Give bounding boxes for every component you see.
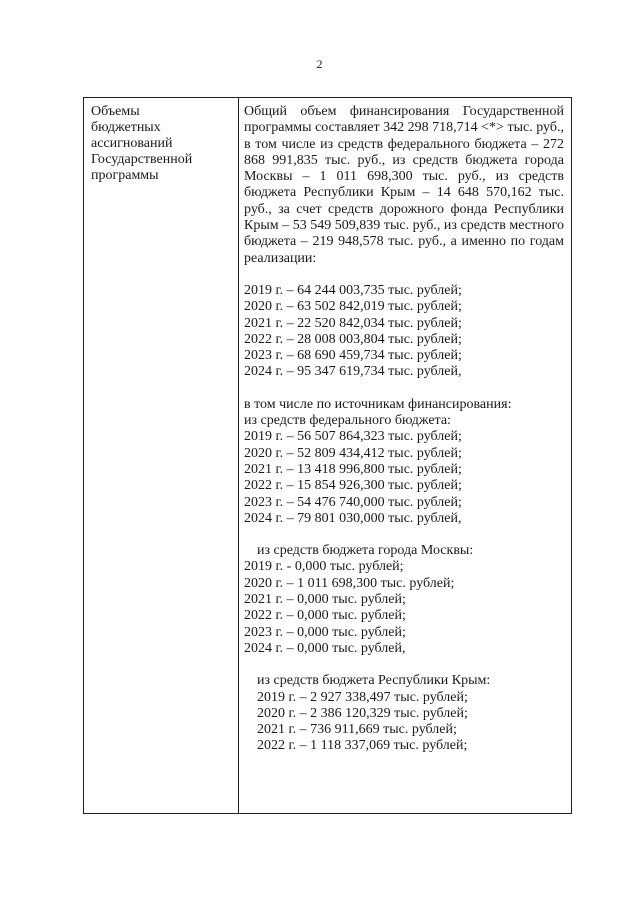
moscow-year-line: 2019 г. - 0,000 тыс. рублей; xyxy=(244,559,404,575)
row-label-line: ассигнований xyxy=(91,136,173,151)
column-divider xyxy=(238,98,239,813)
funding-summary: Общий объем финансирования Государственной программы составляет 342 298 718,714 <*> тыс. руб., в том числе из средств федерального бюджета – 272 868 991,835 тыс. руб., из средств бюджета города Москвы – 1 011 698,300 тыс. руб., из средств бюджета Республики Крым – 14 648 570,162 тыс. руб., за счет средств дорожного фонда Республики Крым – 53 549 509,839 тыс. руб., из средств местного бюджета – 219 948,578 тыс. руб., а именно по годам реализации: xyxy=(244,104,564,266)
moscow-year-line: 2021 г. – 0,000 тыс. рублей; xyxy=(244,592,406,608)
funding-details-cell xyxy=(244,104,564,755)
crimea-year-line: 2022 г. – 1 118 337,069 тыс. рублей; xyxy=(257,738,468,754)
row-label-line: Государственной xyxy=(91,152,193,167)
federal-year-line: 2022 г. – 15 854 926,300 тыс. рублей; xyxy=(244,478,462,494)
moscow-heading: из средств бюджета города Москвы: xyxy=(257,543,474,559)
sources-intro: в том числе по источникам финансирования: xyxy=(244,396,512,412)
row-label-line: бюджетных xyxy=(91,120,161,135)
federal-heading: из средств федерального бюджета: xyxy=(244,413,451,429)
moscow-year-line: 2020 г. – 1 011 698,300 тыс. рублей; xyxy=(244,575,455,591)
total-year-line: 2024 г. – 95 347 619,734 тыс. рублей, xyxy=(244,364,462,380)
row-label-line: программы xyxy=(91,168,159,183)
crimea-year-line: 2020 г. – 2 386 120,329 тыс. рублей; xyxy=(257,705,468,721)
total-year-line: 2023 г. – 68 690 459,734 тыс. рублей; xyxy=(244,348,462,364)
moscow-budget-section xyxy=(244,543,564,657)
crimea-budget-section xyxy=(244,673,564,754)
row-label-cell xyxy=(91,104,239,184)
federal-year-line: 2020 г. – 52 809 434,412 тыс. рублей; xyxy=(244,445,462,461)
crimea-year-line: 2021 г. – 736 911,669 тыс. рублей; xyxy=(257,722,457,738)
total-by-year-list xyxy=(244,283,564,381)
total-year-line: 2020 г. – 63 502 842,019 тыс. рублей; xyxy=(244,299,462,315)
row-label-line: Объемы xyxy=(91,104,140,119)
total-year-line: 2022 г. – 28 008 003,804 тыс. рублей; xyxy=(244,331,462,347)
total-year-line: 2021 г. – 22 520 842,034 тыс. рублей; xyxy=(244,315,462,331)
moscow-year-line: 2022 г. – 0,000 тыс. рублей; xyxy=(244,608,406,624)
federal-year-line: 2024 г. – 79 801 030,000 тыс. рублей, xyxy=(244,510,462,526)
moscow-year-line: 2024 г. – 0,000 тыс. рублей, xyxy=(244,640,406,656)
crimea-heading: из средств бюджета Республики Крым: xyxy=(257,673,491,689)
moscow-year-line: 2023 г. – 0,000 тыс. рублей; xyxy=(244,624,406,640)
federal-year-line: 2023 г. – 54 476 740,000 тыс. рублей; xyxy=(244,494,462,510)
page-number: 2 xyxy=(316,57,323,71)
budget-table xyxy=(83,97,572,814)
crimea-year-line: 2019 г. – 2 927 338,497 тыс. рублей; xyxy=(257,689,468,705)
federal-budget-section xyxy=(244,397,564,527)
federal-year-line: 2021 г. – 13 418 996,800 тыс. рублей; xyxy=(244,461,462,477)
total-year-line: 2019 г. – 64 244 003,735 тыс. рублей; xyxy=(244,282,462,298)
federal-year-line: 2019 г. – 56 507 864,323 тыс. рублей; xyxy=(244,429,462,445)
